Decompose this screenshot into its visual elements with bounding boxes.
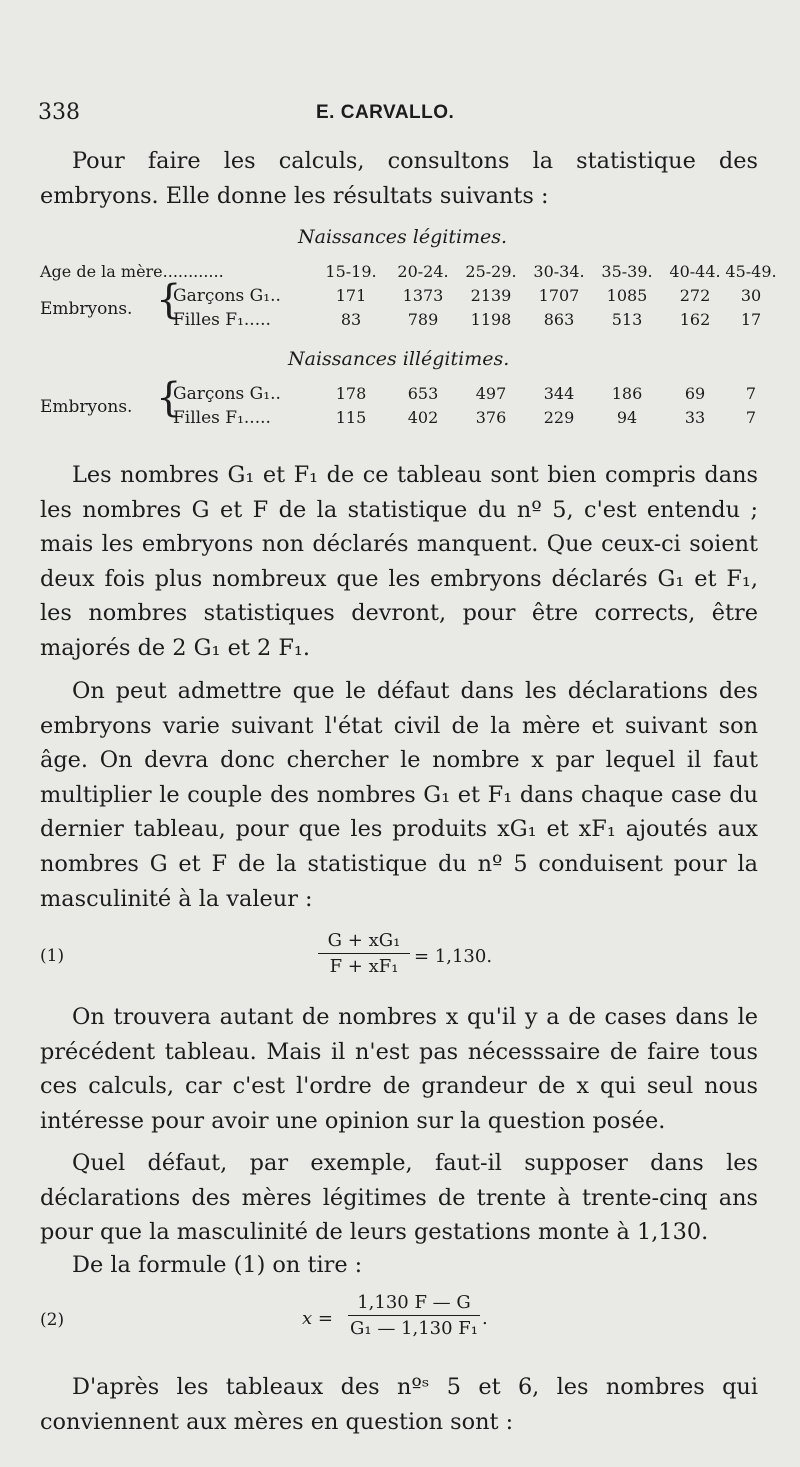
table-cell: 1373 — [402, 286, 444, 305]
formula-rhs: = 1,130. — [414, 946, 493, 967]
page-header — [38, 100, 778, 134]
embryons-label: Embryons. — [40, 299, 133, 319]
table-legit — [40, 262, 777, 336]
boys-row — [40, 286, 770, 308]
table-cell: 83 — [340, 310, 362, 329]
age-cell: 30-34. — [533, 262, 585, 281]
formula-number: (2) — [40, 1310, 65, 1330]
fraction-bar — [318, 953, 410, 954]
table-cell: 789 — [407, 310, 439, 329]
table-legit-title: Naissances légitimes. — [298, 226, 508, 248]
brace: { — [156, 375, 182, 421]
table-cell: 69 — [684, 384, 706, 403]
paragraph: Quel défaut, par exemple, faut-il supposer dans les déclarations des mères légitimes de trente à trente-cinq ans pour que la masculinité de leurs gestations monte à 1,130. — [40, 1150, 758, 1246]
denominator: G₁ — 1,130 F₁ — [350, 1318, 478, 1339]
table-cell: 2139 — [470, 286, 512, 305]
formula-tail: . — [482, 1308, 488, 1329]
table-cell: 376 — [475, 408, 507, 427]
boys-row — [40, 384, 770, 406]
table-illegit-title: Naissances illégitimes. — [288, 348, 510, 370]
table-cell: 7 — [745, 384, 757, 403]
age-cell: 20-24. — [397, 262, 449, 281]
table-cell: 178 — [335, 384, 367, 403]
age-cell: 45-49. — [725, 262, 777, 281]
table-cell: 344 — [543, 384, 575, 403]
page-number: 338 — [38, 100, 80, 125]
table-cell: 186 — [611, 384, 643, 403]
paragraph: On trouvera autant de nombres x qu'il y a de cases dans le précédent tableau. Mais il n'est pas nécesssaire de faire tous ces calculs, car c'est l'ordre de grandeur de x qui seul nous intéresse pour avoir une opinion sur la question posée. — [40, 1004, 758, 1134]
embryons-label: Embryons. — [40, 397, 133, 417]
formula-number: (1) — [40, 946, 65, 966]
formula-lhs: x = — [302, 1308, 333, 1329]
numerator: 1,130 F — G — [357, 1292, 471, 1313]
table-cell: 7 — [745, 408, 757, 427]
age-cell: 35-39. — [601, 262, 653, 281]
age-cell: 25-29. — [465, 262, 517, 281]
girls-label: Filles F₁..... — [173, 408, 271, 428]
paragraph: De la formule (1) on tire : — [72, 1252, 363, 1278]
table-cell: 162 — [679, 310, 711, 329]
table-illegit — [40, 375, 770, 438]
numerator: G + xG₁ — [327, 930, 401, 951]
table-cell: 1085 — [606, 286, 648, 305]
formula-2 — [40, 1292, 758, 1350]
paragraph: D'après les tableaux des nºˢ 5 et 6, les nombres qui conviennent aux mères en question sont : — [40, 1374, 758, 1435]
fraction — [318, 930, 410, 977]
fraction-bar — [348, 1315, 480, 1316]
table-cell: 402 — [407, 408, 439, 427]
girls-row — [40, 408, 770, 430]
age-cell: 40-44. — [669, 262, 721, 281]
table-cell: 94 — [616, 408, 638, 427]
table-cell: 863 — [543, 310, 575, 329]
paragraph: Les nombres G₁ et F₁ de ce tableau sont bien compris dans les nombres G et F de la statistique du nº 5, c'est entendu ; mais les embryons non déclarés manquent. Que ceux-ci soient deux fois plus nombreux que les embryons déclarés G₁ et F₁, les nombres statistiques devront, pour être corrects, être majorés de 2 G₁ et 2 F₁. — [40, 462, 758, 661]
table-cell: 497 — [475, 384, 507, 403]
age-cell: 15-19. — [325, 262, 377, 281]
fraction — [348, 1292, 480, 1339]
girls-row — [40, 310, 770, 332]
table-cell: 513 — [611, 310, 643, 329]
table-cell: 17 — [740, 310, 762, 329]
paragraph: On peut admettre que le défaut dans les déclarations des embryons varie suivant l'état civil de la mère et suivant son âge. On devra donc chercher le nombre x par lequel il faut multiplier le couple des nombres G₁ et F₁ dans chaque case du dernier tableau, pour que les produits xG₁ et xF₁ ajoutés aux nombres G et F de la statistique du nº 5 conduisent pour la masculinité à la valeur : — [40, 678, 758, 912]
formula-1 — [40, 930, 758, 984]
table-cell: 30 — [740, 286, 762, 305]
table-cell: 1198 — [470, 310, 512, 329]
denominator: F + xF₁ — [329, 956, 399, 977]
running-head: E. CARVALLO. — [316, 102, 455, 123]
table-cell: 33 — [684, 408, 706, 427]
intro-paragraph: Pour faire les calculs, consultons la statistique des embryons. Elle donne les résultats suivants : — [40, 148, 758, 209]
boys-label: Garçons G₁.. — [173, 286, 281, 306]
boys-label: Garçons G₁.. — [173, 384, 281, 404]
table-cell: 115 — [335, 408, 367, 427]
age-row — [40, 262, 777, 284]
brace: { — [156, 277, 182, 323]
table-cell: 653 — [407, 384, 439, 403]
age-label: Age de la mère............ — [40, 262, 224, 281]
table-cell: 1707 — [538, 286, 580, 305]
girls-label: Filles F₁..... — [173, 310, 271, 330]
table-cell: 272 — [679, 286, 711, 305]
table-cell: 229 — [543, 408, 575, 427]
table-cell: 171 — [335, 286, 367, 305]
